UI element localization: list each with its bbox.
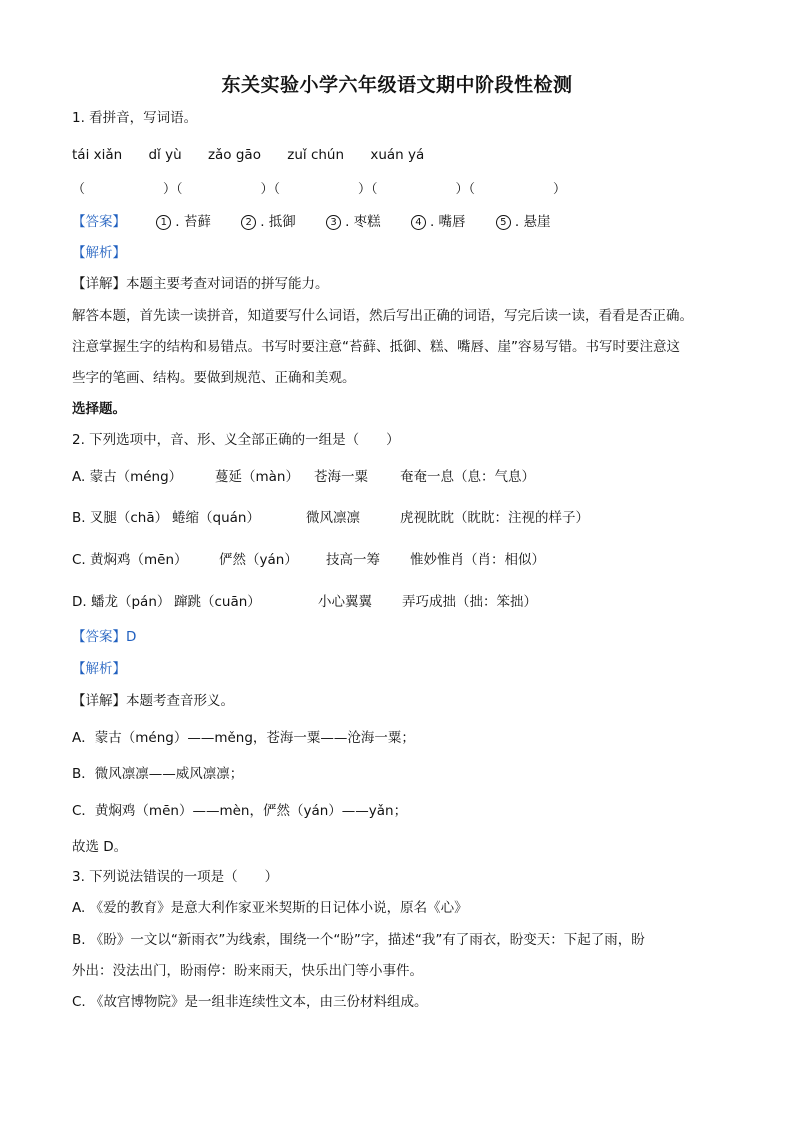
q2-explain-c: C．黄焖鸡（mēn）——mèn，俨然（yán）——yǎn； [72, 803, 408, 819]
answer-item-2: 2 . 抵御 [241, 212, 296, 232]
q2-conclusion: 故选 D。 [72, 839, 128, 855]
q3-option-b-line2: 外出：没法出门，盼雨停：盼来雨天，快乐出门等小事件。 [72, 963, 423, 979]
answer-item-5: 5 . 悬崖 [496, 212, 551, 232]
q1-para-1: 解答本题，首先读一读拼音，知道要写什么词语，然后写出正确的词语，写完后读一读，看看是否正确。 [72, 308, 693, 324]
q1-pinyin-row [72, 145, 732, 165]
circle-number-4: 4 [411, 215, 426, 230]
circle-number-1: 1 [156, 215, 171, 230]
page-title: 东关实验小学六年级语文期中阶段性检测 [221, 74, 573, 96]
q2-answer: 【答案】D [72, 629, 137, 645]
answer-item-3: 3 . 枣糕 [326, 212, 381, 232]
pinyin-3: zǎo gāo [207, 147, 261, 163]
q1-para-3: 些字的笔画、结构。要做到规范、正确和美观。 [72, 370, 356, 386]
q2-stem: 2. 下列选项中，音、形、义全部正确的一组是（ ） [72, 432, 400, 448]
document-page: 东关实验小学六年级语文期中阶段性检测 1. 看拼音，写词语。 tái xiǎn dǐ yù zǎo gāo zuǐ chún xuán yá （ ）（ ）（ ）（ ）（ ） 【答案】 1 . 苔藓 2 . 抵御 3 . 枣糕 4 . 嘴唇 5 . 悬崖 【解析】 【详解】本题主要考查对词语的拼写能力。 解答本题，首先读一读拼音，知道要写什么词语，然后写出正确的词语，写完后读一读，看看是否正确。 注意掌握生字的结构和易错点。书写时要注意“苔藓、抵御、糕、嘴唇、崖”容易写错。书写时要注意这 些字的笔画、结构。要做到规范、正确和美观。 选择题。 2. 下列选项中，音、形、义全部正确的一组是（ ） A. 蒙古（méng） 蔓延（màn） 苍海一粟 奄奄一息（息：气息） B. 叉腿（chā） 蜷缩（quán） 微风凛凛 虎视眈眈（眈眈：注视的样子） C. 黄焖鸡（mēn） 俨然（yán） 技高一筹 惟妙惟肖（肖：相似） D. 蟠龙（pán） 蹿跳（cuān） 小心翼翼 弄巧成拙（拙：笨拙） 【答案】D 【解析】 【详解】本题考查音形义。 A．蒙古（méng）——měng，苍海一粟——沧海一粟； B．微风凛凛——威风凛凛； C．黄焖鸡（mēn）——mèn，俨然（yán）——yǎn； 故选 D。 3. 下列说法错误的一项是（ ） A. 《爱的教育》是意大利作家亚米契斯的日记体小说，原名《心》 B. 《盼》一文以“新雨衣”为线索，围绕一个“盼”字，描述“我”有了雨衣，盼变天：下起了雨，盼 外出：没法出门，盼雨停：盼来雨天，快乐出门等小事件。 C. 《故宫博物院》是一组非连续性文本，由三份材料组成。 [0, 0, 794, 1123]
q2-detail: 【详解】本题考查音形义。 [72, 693, 234, 709]
pinyin-4: zuǐ chún [287, 147, 345, 163]
circle-number-3: 3 [326, 215, 341, 230]
q2-explain-a: A．蒙古（méng）——měng，苍海一粟——沧海一粟； [72, 730, 415, 746]
q3-option-a: A. 《爱的教育》是意大利作家亚米契斯的日记体小说，原名《心》 [72, 900, 468, 916]
pinyin-1: tái xiǎn [72, 147, 123, 163]
section-heading: 选择题。 [72, 401, 126, 417]
q3-option-c: C. 《故宫博物院》是一组非连续性文本，由三份材料组成。 [72, 994, 428, 1010]
q1-stem: 1. 看拼音，写词语。 [72, 110, 198, 126]
q2-analysis-tag: 【解析】 [72, 661, 126, 677]
answer-tag: 【答案】 [72, 214, 126, 230]
q3-option-b-line1: B. 《盼》一文以“新雨衣”为线索，围绕一个“盼”字，描述“我”有了雨衣，盼变天：下起了雨，盼 [72, 932, 645, 948]
circle-number-5: 5 [496, 215, 511, 230]
q1-blanks: （ ）（ ）（ ）（ ）（ ） [72, 182, 567, 197]
answer-item-1: 1 . 苔藓 [156, 212, 211, 232]
answer-item-4: 4 . 嘴唇 [411, 212, 466, 232]
q1-analysis-tag: 【解析】 [72, 245, 126, 261]
q2-explain-b: B．微风凛凛——威风凛凛； [72, 766, 244, 782]
q1-para-2: 注意掌握生字的结构和易错点。书写时要注意“苔藓、抵御、糕、嘴唇、崖”容易写错。书写时要注意这 [72, 339, 680, 355]
q3-stem: 3. 下列说法错误的一项是（ ） [72, 869, 279, 885]
pinyin-5: xuán yá [370, 147, 425, 163]
q1-answer-row [72, 212, 732, 232]
pinyin-2: dǐ yù [148, 147, 182, 163]
q1-detail: 【详解】本题主要考查对词语的拼写能力。 [72, 276, 329, 292]
circle-number-2: 2 [241, 215, 256, 230]
